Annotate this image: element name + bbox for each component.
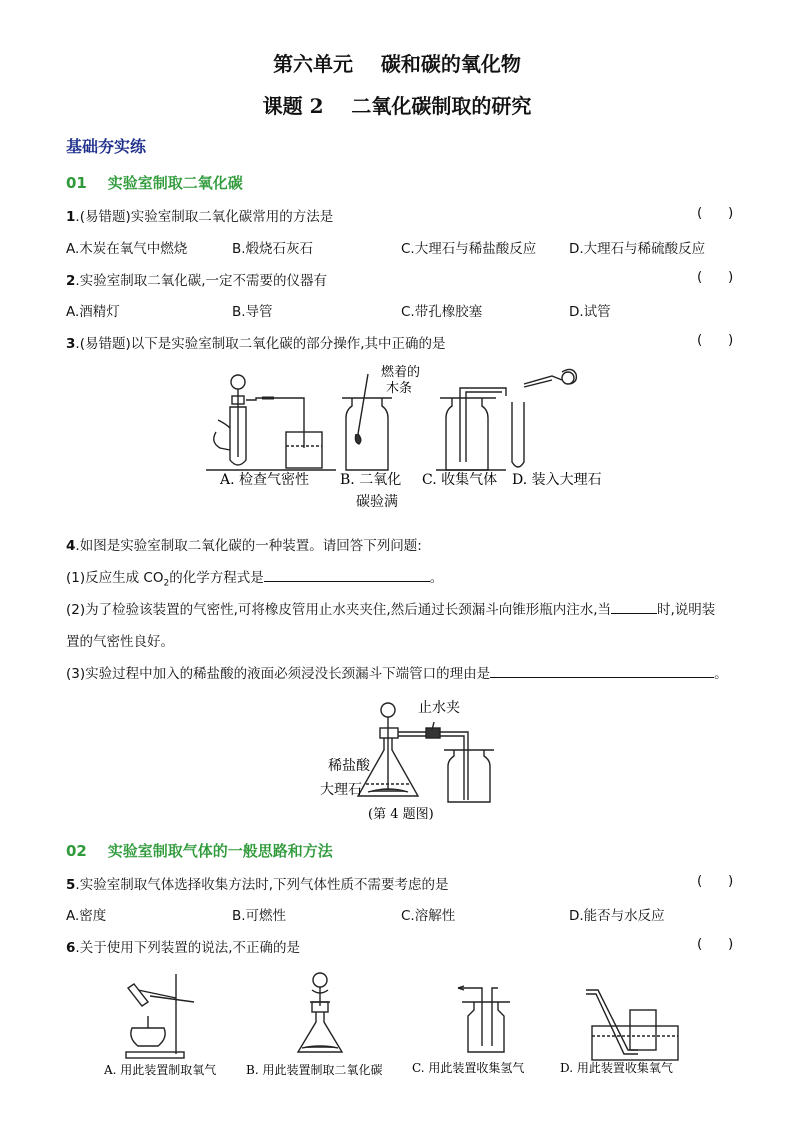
option-d: D.大理石与稀硫酸反应 [569,241,706,257]
part-text: (2)为了检验该装置的气密性,可将橡皮管用止水夹夹住,然后通过长颈漏斗向锥形瓶内注水,当 [66,602,611,618]
subsection-heading-02 [66,840,333,861]
caption-c: C. 用此装置收集氢气 [412,1061,525,1075]
question-4-part-1 [66,566,443,589]
caption-b2: 碳验满 [356,494,398,510]
subsection-number: 02 [66,842,87,860]
option-c: C.溶解性 [401,908,456,924]
question-text: .实验室制取气体选择收集方法时,下列气体性质不需要考虑的是 [75,877,449,893]
question-4 [66,534,422,554]
option-d: D.试管 [569,304,611,320]
question-number: 2 [66,273,76,289]
subsection-number: 01 [66,174,87,192]
answer-paren: ( ) [697,205,734,221]
part-text: (1)反应生成 CO [66,570,164,586]
question-3 [66,332,446,352]
part-text: (3)实验过程中加入的稀盐酸的液面必须浸没长颈漏斗下端管口的理由是 [66,666,491,682]
subsection-title: 实验室制取二氧化碳 [107,174,243,192]
part-text: 时,说明装 [657,602,716,618]
option-a: A.酒精灯 [66,304,120,320]
question-5 [66,873,449,893]
q6-figure [98,966,698,1082]
answer-paren: ( ) [697,873,734,889]
option-a: A.木炭在氧气中燃烧 [66,241,188,257]
subscript: 2 [163,578,170,589]
q4-figure [318,692,498,824]
question-number: 4 [66,538,76,554]
part-text: 的化学方程式是 [169,570,264,586]
question-2 [66,269,327,289]
subsection-heading-01 [66,172,243,193]
oxygen-generator-apparatus [126,974,194,1058]
q3-figure [206,362,616,512]
question-text: .关于使用下列装置的说法,不正确的是 [75,940,300,956]
answer-paren: ( ) [697,332,734,348]
section-heading: 基础夯实练 [66,137,147,156]
answer-paren: ( ) [697,269,734,285]
clamp-label: 止水夹 [418,700,460,716]
question-number: 6 [66,940,76,956]
question-number: 1 [66,209,76,225]
question-4-part-2 [66,598,715,618]
oxygen-collector-apparatus [586,990,678,1060]
option-c: C.大理石与稀盐酸反应 [401,241,537,257]
answer-blank[interactable] [611,599,657,614]
option-c: C.带孔橡胶塞 [401,304,483,320]
part-text: 。 [429,570,444,586]
caption-b: B. 用此装置制取二氧化碳 [246,1063,383,1077]
caption-b: B. 二氧化 [340,472,402,488]
acid-label: 稀盐酸 [328,758,370,774]
question-text: .如图是实验室制取二氧化碳的一种装置。请回答下列问题: [75,538,422,554]
co2-generator-apparatus [298,973,342,1052]
unit-title: 第六单元 碳和碳的氧化物 [273,52,521,76]
marble-label: 大理石 [320,782,362,798]
answer-blank[interactable] [490,663,714,678]
question-number: 3 [66,336,76,352]
answer-paren: ( ) [697,936,734,952]
lesson-title: 课题 2 二氧化碳制取的研究 [262,94,532,118]
option-d: D.能否与水反应 [569,908,665,924]
subsection-title: 实验室制取气体的一般思路和方法 [107,842,333,860]
answer-blank[interactable] [264,567,430,582]
gas-collection-apparatus [436,388,506,470]
option-a: A.密度 [66,908,107,924]
question-6 [66,936,300,956]
caption-c: C. 收集气体 [422,472,498,488]
question-text: .(易错题)实验室制取二氧化碳常用的方法是 [75,209,334,225]
option-b: B.可燃性 [232,908,287,924]
caption-d: D. 用此装置收集氧气 [560,1061,673,1075]
question-4-part-3 [66,662,728,682]
caption-a: A. 检查气密性 [220,472,310,488]
stick-label: 木条 [386,381,413,396]
burning-label: 燃着的 [381,365,421,380]
part-text: 。 [714,666,728,682]
caption-a: A. 用此装置制取氧气 [104,1063,217,1077]
question-text: .实验室制取二氧化碳,一定不需要的仪器有 [75,273,327,289]
co2-full-check-apparatus [342,374,392,470]
caption-d: D. 装入大理石 [512,472,602,488]
question-text: .(易错题)以下是实验室制取二氧化碳的部分操作,其中正确的是 [75,336,446,352]
option-b: B.煅烧石灰石 [232,241,314,257]
question-number: 5 [66,877,76,893]
figure-caption: (第 4 题图) [368,807,434,822]
airtight-check-apparatus [206,375,336,470]
question-1 [66,205,333,225]
add-marble-apparatus [512,369,576,467]
hydrogen-collector-apparatus [458,986,510,1052]
option-b: B.导管 [232,304,273,320]
question-4-part-2-cont: 置的气密性良好。 [66,634,174,650]
